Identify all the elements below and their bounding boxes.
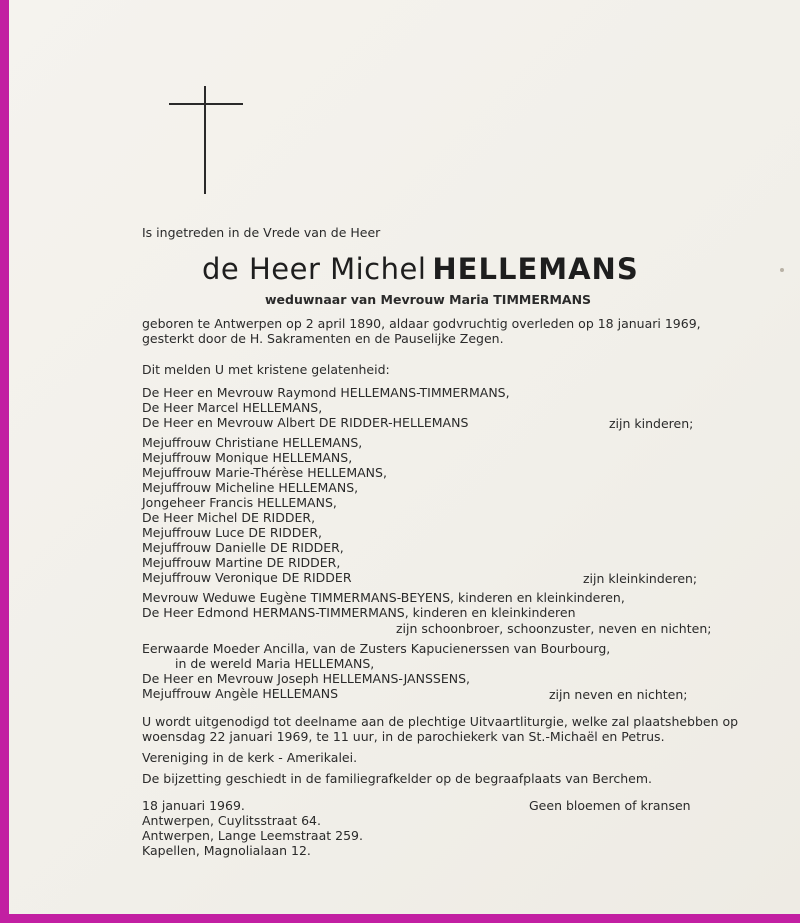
address-line: Antwerpen, Lange Leemstraat 259.	[142, 828, 363, 843]
grandchild-line: Mejuffrouw Luce DE RIDDER,	[142, 525, 322, 540]
cousin-line: in de wereld Maria HELLEMANS,	[175, 656, 375, 671]
bottom-border	[0, 914, 800, 923]
child-line: De Heer en Mevrouw Albert DE RIDDER-HELLEMANS	[142, 415, 469, 430]
grandchild-line: De Heer Michel DE RIDDER,	[142, 510, 316, 525]
gathering-text: Vereniging in de kerk - Amerikalei.	[142, 750, 358, 765]
child-line: De Heer en Mevrouw Raymond HELLEMANS-TIMMERMANS,	[142, 385, 510, 400]
birth-line-1: geboren te Antwerpen op 2 april 1890, aldaar godvruchtig overleden op 18 januari 1969,	[142, 316, 701, 331]
birth-line-2: gesterkt door de H. Sakramenten en de Pauselijke Zegen.	[142, 331, 504, 346]
grandchild-line: Jongeheer Francis HELLEMANS,	[142, 495, 337, 510]
cousins-label: zijn neven en nichten;	[549, 687, 688, 702]
left-border	[0, 0, 9, 923]
funeral-card	[9, 0, 800, 914]
grandchild-line: Mejuffrouw Marie-Thérèse HELLEMANS,	[142, 465, 387, 480]
widower-line: weduwnaar van Mevrouw Maria TIMMERMANS	[265, 292, 592, 307]
grandchild-line: Mejuffrouw Martine DE RIDDER,	[142, 555, 341, 570]
grandchild-line: Mejuffrouw Monique HELLEMANS,	[142, 450, 353, 465]
inlaw-line: Mevrouw Weduwe Eugène TIMMERMANS-BEYENS, kinderen en kleinkinderen,	[142, 590, 625, 605]
children-label: zijn kinderen;	[609, 416, 694, 431]
grandchild-line: Mejuffrouw Danielle DE RIDDER,	[142, 540, 344, 555]
invite-line-2: woensdag 22 januari 1969, te 11 uur, in de parochiekerk van St.-Michaël en Petrus.	[142, 729, 665, 744]
paper-speck	[780, 268, 784, 272]
no-flowers-text: Geen bloemen of kransen	[529, 798, 691, 813]
cousin-line: Mejuffrouw Angèle HELLEMANS	[142, 686, 339, 701]
cross-icon	[169, 86, 243, 196]
grandchild-line: Mejuffrouw Micheline HELLEMANS,	[142, 480, 359, 495]
deceased-name	[202, 251, 639, 287]
date-text: 18 januari 1969.	[142, 798, 245, 813]
grandchild-line: Mejuffrouw Veronique DE RIDDER	[142, 570, 352, 585]
inlaws-label: zijn schoonbroer, schoonzuster, neven en nichten;	[396, 621, 712, 636]
grandchild-line: Mejuffrouw Christiane HELLEMANS,	[142, 435, 363, 450]
invite-line-1: U wordt uitgenodigd tot deelname aan de plechtige Uitvaartliturgie, welke zal plaatshebben op	[142, 714, 739, 729]
announce-text: Dit melden U met kristene gelatenheid:	[142, 362, 390, 377]
cousin-line: Eerwaarde Moeder Ancilla, van de Zusters Kapucienerssen van Bourbourg,	[142, 641, 611, 656]
burial-text: De bijzetting geschiedt in de familiegrafkelder op de begraafplaats van Berchem.	[142, 771, 652, 786]
name-prefix: de Heer Michel	[202, 252, 427, 286]
cousin-line: De Heer en Mevrouw Joseph HELLEMANS-JANSSENS,	[142, 671, 470, 686]
inlaw-line: De Heer Edmond HERMANS-TIMMERMANS, kinderen en kleinkinderen	[142, 605, 576, 620]
address-line: Antwerpen, Cuylitsstraat 64.	[142, 813, 321, 828]
grandchildren-label: zijn kleinkinderen;	[583, 571, 698, 586]
address-line: Kapellen, Magnolialaan 12.	[142, 843, 311, 858]
child-line: De Heer Marcel HELLEMANS,	[142, 400, 323, 415]
name-surname: HELLEMANS	[432, 252, 639, 286]
intro-text: Is ingetreden in de Vrede van de Heer	[142, 225, 381, 240]
